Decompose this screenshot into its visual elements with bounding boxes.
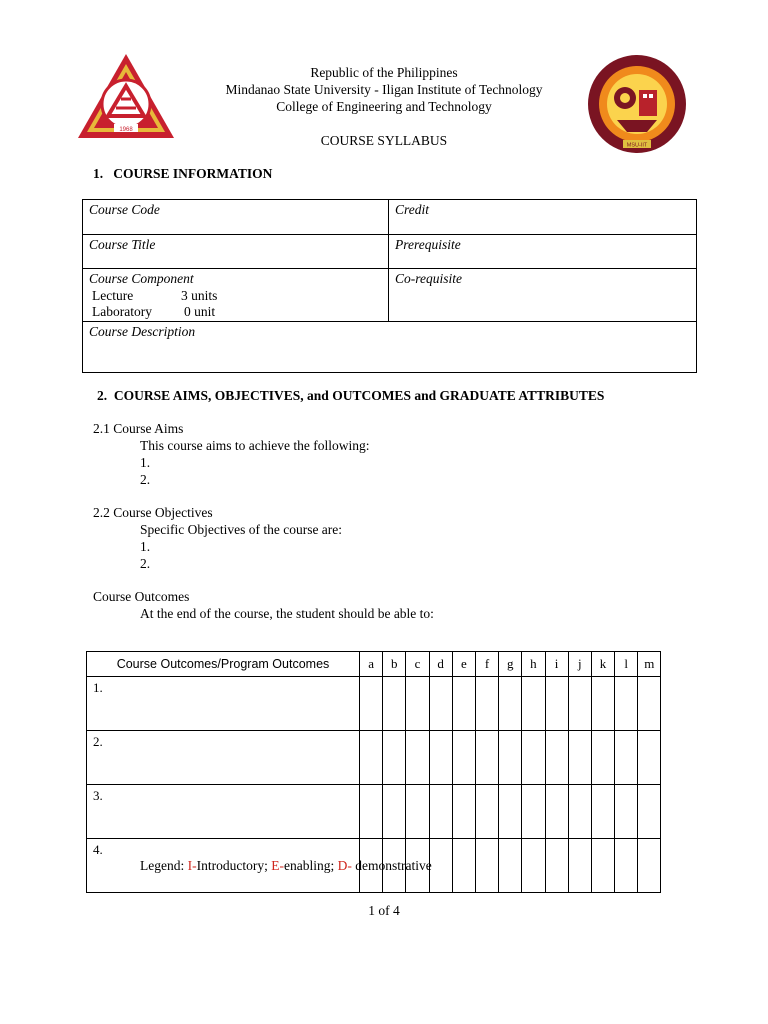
course-info-table (82, 199, 697, 373)
po-column-header: g (499, 652, 522, 677)
logo-sub: MSU-IIT (626, 142, 648, 149)
legend-d-code: D- (337, 858, 352, 873)
objectives-item: 1. (140, 539, 151, 554)
legend-prefix: Legend: (140, 858, 188, 873)
table-row (87, 677, 661, 731)
outcome-label: 3. (87, 785, 360, 839)
lab-label: Laboratory (92, 304, 152, 319)
section1-heading: 1. COURSE INFORMATION (93, 166, 273, 181)
po-column-header: h (522, 652, 545, 677)
lecture-label: Lecture (92, 287, 134, 303)
legend-i-code: I- (187, 858, 197, 873)
aims-item: 2. (140, 472, 151, 487)
section2-heading: 2. COURSE AIMS, OBJECTIVES, and OUTCOMES and GRADUATE ATTRIBUTES (97, 388, 605, 403)
legend-e-text: enabling; (283, 858, 338, 873)
objectives-intro: Specific Objectives of the course are: (140, 522, 343, 537)
legend (140, 858, 432, 874)
po-column-header: m (638, 652, 661, 677)
po-column-header: j (568, 652, 591, 677)
credit-label: Credit (395, 202, 430, 217)
outcomes-header-label: Course Outcomes/Program Outcomes (87, 652, 360, 677)
po-column-header: k (591, 652, 614, 677)
outcomes-intro: At the end of the course, the student should be able to: (140, 606, 434, 621)
po-column-header: d (429, 652, 452, 677)
legend-e-code: E- (271, 858, 284, 873)
lecture-units: 3 units (181, 287, 218, 303)
outcomes-header-row (87, 652, 661, 677)
course-description-label: Course Description (89, 323, 196, 339)
po-column-header: e (452, 652, 475, 677)
logo-year: 1968 (119, 127, 133, 133)
corequisite-label: Co-requisite (395, 271, 462, 286)
po-column-header: i (545, 652, 568, 677)
outcomes-heading: Course Outcomes (93, 589, 190, 604)
outcomes-table (86, 651, 661, 893)
prerequisite-label: Prerequisite (395, 237, 461, 252)
outcome-label: 1. (87, 677, 360, 731)
po-column-header: b (383, 652, 406, 677)
course-title-label: Course Title (89, 237, 156, 252)
outcome-label: 4. (87, 839, 360, 893)
po-column-header: l (615, 652, 638, 677)
po-column-header: c (406, 652, 429, 677)
objectives-item: 2. (140, 556, 151, 571)
table-row (87, 731, 661, 785)
course-code-label: Course Code (89, 202, 160, 217)
outcome-label: 2. (87, 731, 360, 785)
po-column-header: a (360, 652, 383, 677)
aims-item: 1. (140, 455, 151, 470)
course-component-label: Course Component (89, 271, 194, 286)
aims-intro: This course aims to achieve the following: (140, 438, 370, 453)
country-line: Republic of the Philippines (310, 65, 458, 80)
college-line: College of Engineering and Technology (276, 99, 492, 114)
aims-heading: 2.1 Course Aims (93, 421, 184, 436)
objectives-heading: 2.2 Course Objectives (93, 505, 213, 520)
legend-d-text: demonstrative (351, 858, 432, 873)
po-column-header: f (475, 652, 498, 677)
legend-i-text: Introductory; (196, 858, 272, 873)
table-row (87, 785, 661, 839)
doc-title: COURSE SYLLABUS (320, 133, 448, 148)
lab-units: 0 unit (184, 304, 216, 319)
page-number: 1 of 4 (368, 903, 400, 918)
university-line: Mindanao State University - Iligan Institute of Technology (225, 82, 543, 97)
